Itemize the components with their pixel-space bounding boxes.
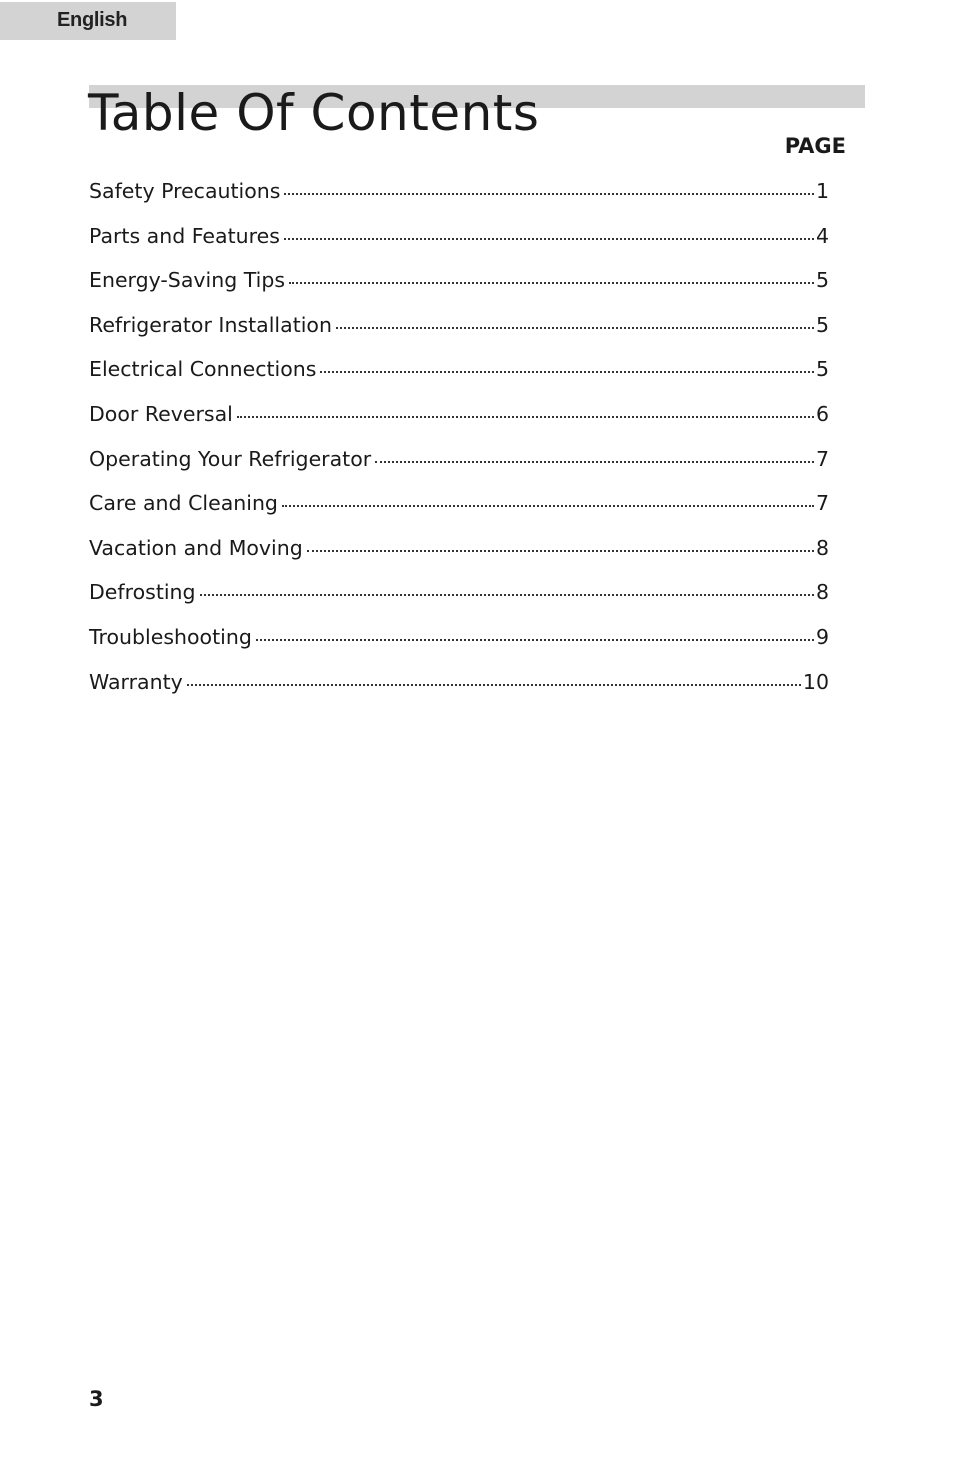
- toc-entry[interactable]: [89, 531, 829, 576]
- page-column-header: PAGE: [784, 134, 846, 158]
- toc-entry-label: Refrigerator Installation: [89, 312, 332, 337]
- toc-entry-page: 8: [815, 535, 829, 560]
- dot-leader: [256, 623, 814, 644]
- toc-entry-page: 8: [815, 580, 829, 605]
- dot-leader: [187, 668, 801, 689]
- toc-entry-page: 7: [815, 446, 829, 471]
- toc-entry[interactable]: [89, 174, 829, 219]
- toc-entry-page: 1: [815, 179, 829, 203]
- dot-leader: [289, 267, 814, 288]
- dot-leader: [284, 178, 813, 199]
- toc-entry[interactable]: [89, 397, 829, 442]
- toc-entry[interactable]: [89, 308, 829, 353]
- toc-entry-label: Vacation and Moving: [89, 535, 303, 560]
- toc-entry-page: 4: [815, 223, 829, 248]
- dot-leader: [375, 445, 814, 466]
- toc-entry-page: 6: [815, 401, 829, 426]
- page-number: 3: [89, 1387, 104, 1411]
- toc-entry[interactable]: [89, 665, 829, 710]
- toc-entry-label: Care and Cleaning: [89, 491, 278, 516]
- toc-entry-label: Warranty: [89, 669, 183, 694]
- dot-leader: [200, 579, 814, 600]
- dot-leader: [307, 534, 814, 555]
- dot-leader: [237, 400, 814, 421]
- toc-entry-label: Parts and Features: [89, 223, 280, 248]
- toc-entry[interactable]: [89, 620, 829, 665]
- toc-entry-label: Defrosting: [89, 580, 196, 605]
- toc-entry-page: 5: [815, 357, 829, 382]
- toc-entry-label: Electrical Connections: [89, 357, 317, 382]
- toc-entry[interactable]: [89, 352, 829, 397]
- dot-leader: [284, 222, 814, 243]
- toc-entry-page: 9: [815, 624, 829, 649]
- toc-entry[interactable]: [89, 486, 829, 531]
- dot-leader: [320, 356, 814, 377]
- toc-entry-page: 10: [802, 669, 829, 694]
- toc-entry-page: 5: [815, 268, 829, 293]
- toc-entry-page: 7: [815, 491, 829, 516]
- toc-entry[interactable]: [89, 442, 829, 487]
- dot-leader: [282, 490, 814, 511]
- toc-entry[interactable]: [89, 263, 829, 308]
- language-tab: English: [0, 2, 176, 40]
- dot-leader: [336, 311, 814, 332]
- table-of-contents: [89, 174, 829, 709]
- toc-entry-label: Operating Your Refrigerator: [89, 446, 372, 471]
- toc-entry[interactable]: [89, 575, 829, 620]
- toc-entry-label: Energy-Saving Tips: [89, 268, 286, 293]
- toc-entry-label: Door Reversal: [89, 401, 233, 426]
- page-title: Table Of Contents: [88, 84, 540, 142]
- toc-entry-label: Safety Precautions: [89, 179, 281, 203]
- toc-entry[interactable]: [89, 219, 829, 264]
- toc-entry-label: Troubleshooting: [89, 624, 252, 649]
- toc-entry-page: 5: [815, 312, 829, 337]
